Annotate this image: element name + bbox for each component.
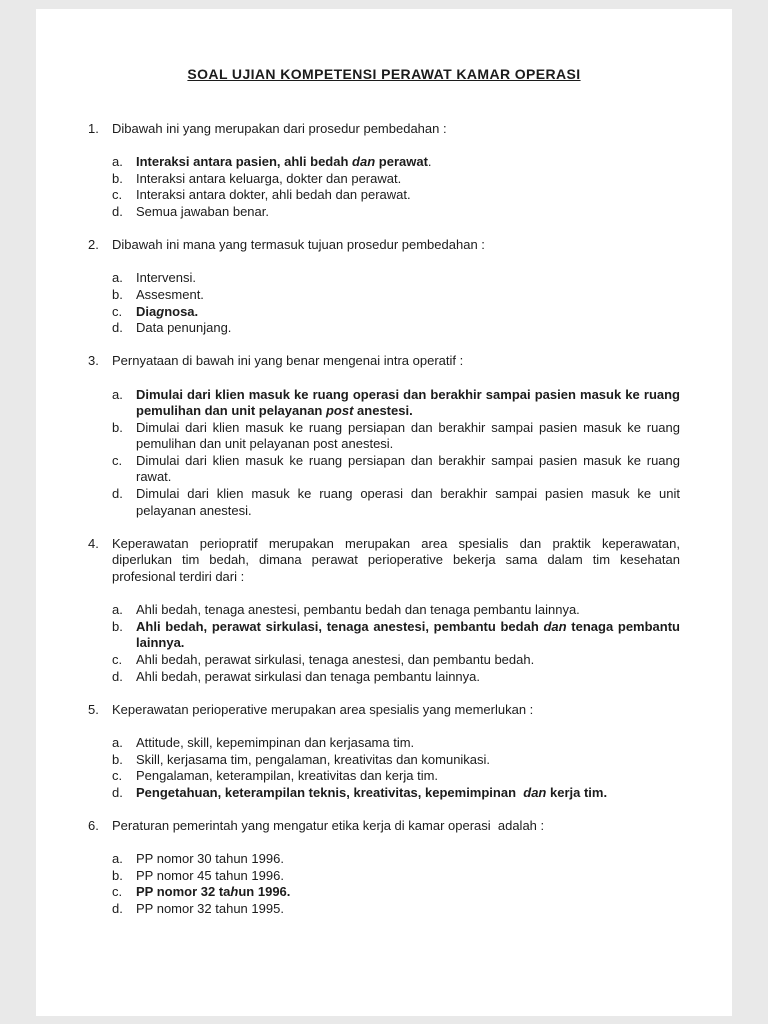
question-number: 3. xyxy=(88,353,99,369)
option-label: b. xyxy=(112,751,123,767)
option-label: b. xyxy=(112,618,123,634)
option-text xyxy=(136,486,680,519)
text-segment: Semua jawaban benar. xyxy=(136,203,269,219)
option-item xyxy=(112,652,680,669)
question-item xyxy=(88,818,680,918)
text-segment: g xyxy=(156,303,165,319)
text-segment: kerja tim. xyxy=(546,784,608,800)
option-label: b. xyxy=(112,867,123,883)
text-segment: tenaga pembantu lainnya. xyxy=(136,618,680,651)
option-text xyxy=(136,851,680,868)
question-stem-row xyxy=(88,536,680,586)
option-label: a. xyxy=(112,386,123,402)
option-label: c. xyxy=(112,768,123,784)
question-stem-row xyxy=(88,353,680,370)
option-text xyxy=(136,735,680,752)
text-segment: perawat xyxy=(375,154,428,170)
option-item xyxy=(112,884,680,901)
option-text xyxy=(136,602,680,619)
option-label: a. xyxy=(112,270,123,286)
option-label: d. xyxy=(112,486,123,502)
option-text xyxy=(136,287,680,304)
text-segment: anestesi. xyxy=(353,403,413,419)
option-label: d. xyxy=(112,784,123,800)
text-segment: Interaksi antara keluarga, dokter dan perawat. xyxy=(136,170,402,186)
option-item xyxy=(112,204,680,221)
option-item xyxy=(112,602,680,619)
option-list xyxy=(88,154,680,220)
option-label: a. xyxy=(112,154,123,170)
option-list xyxy=(88,270,680,336)
option-label: b. xyxy=(112,286,123,302)
text-segment: Ahli bedah, perawat sirkulasi, tenaga anestesi, pembantu bedah xyxy=(136,618,544,634)
option-label: a. xyxy=(112,734,123,750)
option-list xyxy=(88,387,680,520)
option-text xyxy=(136,619,680,652)
text-segment: dan xyxy=(543,618,567,634)
option-label: c. xyxy=(112,652,123,667)
option-item xyxy=(112,154,680,171)
option-text xyxy=(136,204,680,221)
text-segment: un 1996. xyxy=(238,884,291,900)
option-label: c. xyxy=(112,187,123,203)
document-page xyxy=(36,9,732,1016)
text-segment: Interaksi antara pasien, ahli bedah xyxy=(136,154,353,170)
option-label: d. xyxy=(112,900,123,916)
option-item xyxy=(112,453,680,486)
option-item xyxy=(112,320,680,337)
question-number: 6. xyxy=(88,817,99,833)
option-label: d. xyxy=(112,668,123,684)
text-segment: Dimulai dari klien masuk ke ruang operasi dan berakhir sampai pasien masuk ke ruang pemulihan dan unit pelayanan xyxy=(136,386,680,419)
option-label: a. xyxy=(112,851,123,867)
text-segment: Data penunjang. xyxy=(136,320,232,336)
option-item xyxy=(112,735,680,752)
question-stem: Keperawatan periopratif merupakan merupakan area spesialis dan praktik keperawatan, diperlukan tim bedah, dimana perawat perioperative bekerja sama dalam tim kesehatan profesional terdiri dari : xyxy=(112,535,680,585)
question-stem: Dibawah ini yang merupakan dari prosedur pembedahan : xyxy=(112,121,447,136)
text-segment: PP nomor 32 tahun 1995. xyxy=(136,900,284,916)
question-number: 1. xyxy=(88,121,99,136)
option-item xyxy=(112,387,680,420)
option-item xyxy=(112,171,680,188)
option-text xyxy=(136,420,680,453)
text-segment: . xyxy=(427,154,432,170)
text-segment: Pengalaman, keterampilan, kreativitas dan kerja tim. xyxy=(136,768,439,784)
option-item xyxy=(112,619,680,652)
option-label: a. xyxy=(112,602,123,618)
question-number: 4. xyxy=(88,535,99,551)
option-text xyxy=(136,884,680,901)
text-segment: Assesment. xyxy=(136,286,204,302)
option-item xyxy=(112,270,680,287)
text-segment: Interaksi antara dokter, ahli bedah dan perawat. xyxy=(136,187,411,203)
text-segment: h xyxy=(230,884,239,900)
question-item xyxy=(88,702,680,802)
text-segment: PP nomor 30 tahun 1996. xyxy=(136,851,284,867)
text-segment: post xyxy=(325,403,354,419)
option-text xyxy=(136,669,680,686)
question-stem-row xyxy=(88,121,680,138)
option-text xyxy=(136,304,680,321)
option-text xyxy=(136,768,680,785)
question-stem-row xyxy=(88,237,680,254)
option-text xyxy=(136,868,680,885)
text-segment: Pengetahuan, keterampilan teknis, kreativitas, kepemimpinan xyxy=(136,784,524,800)
text-segment: nosa. xyxy=(164,303,199,319)
option-text xyxy=(136,453,680,486)
option-list xyxy=(88,735,680,801)
option-text xyxy=(136,320,680,337)
option-item xyxy=(112,287,680,304)
question-number: 5. xyxy=(88,701,99,717)
question-stem: Pernyataan di bawah ini yang benar mengenai intra operatif : xyxy=(112,353,464,369)
option-label: d. xyxy=(112,320,123,336)
option-list xyxy=(88,602,680,685)
question-item xyxy=(88,353,680,519)
question-stem-row xyxy=(88,702,680,719)
option-label: b. xyxy=(112,170,123,186)
option-text xyxy=(136,171,680,188)
option-item xyxy=(112,420,680,453)
option-text xyxy=(136,154,680,171)
page-title: SOAL UJIAN KOMPETENSI PERAWAT KAMAR OPERASI xyxy=(187,66,581,82)
question-stem: Peraturan pemerintah yang mengatur etika kerja di kamar operasi adalah : xyxy=(112,817,545,833)
text-segment: Ahli bedah, tenaga anestesi, pembantu bedah dan tenaga pembantu lainnya. xyxy=(136,602,580,618)
option-item xyxy=(112,187,680,204)
question-stem-row xyxy=(88,818,680,835)
option-label: b. xyxy=(112,419,123,435)
option-item xyxy=(112,868,680,885)
question-number: 2. xyxy=(88,237,99,253)
option-item xyxy=(112,752,680,769)
option-text xyxy=(136,387,680,420)
option-item xyxy=(112,768,680,785)
question-stem: Keperawatan perioperative merupakan area spesialis yang memerlukan : xyxy=(112,701,534,717)
option-text xyxy=(136,901,680,918)
option-list xyxy=(88,851,680,917)
question-item xyxy=(88,237,680,337)
question-stem: Dibawah ini mana yang termasuk tujuan prosedur pembedahan : xyxy=(112,237,485,253)
option-item xyxy=(112,851,680,868)
text-segment: Dimulai dari klien masuk ke ruang persiapan dan berakhir sampai pasien masuk ke ruang pemulihan dan unit pelayanan post anestesi. xyxy=(136,419,680,452)
text-segment: PP nomor 45 tahun 1996. xyxy=(136,867,284,883)
option-text xyxy=(136,785,680,802)
option-label: d. xyxy=(112,203,123,219)
option-label: c. xyxy=(112,303,123,319)
option-text xyxy=(136,652,680,669)
text-segment: Ahli bedah, perawat sirkulasi dan tenaga pembantu lainnya. xyxy=(136,668,481,684)
option-text xyxy=(136,752,680,769)
option-text xyxy=(136,270,680,287)
text-segment: Skill, kerjasama tim, pengalaman, kreativitas dan komunikasi. xyxy=(136,751,491,767)
question-list xyxy=(88,121,680,918)
question-item xyxy=(88,536,680,685)
text-segment: PP nomor 32 ta xyxy=(136,884,231,900)
text-segment: Dimulai dari klien masuk ke ruang persiapan dan berakhir sampai pasien masuk ke ruang rawat. xyxy=(136,452,680,485)
text-segment: Dimulai dari klien masuk ke ruang operasi dan berakhir sampai pasien masuk ke unit pelayanan anestesi. xyxy=(136,486,680,518)
option-label: c. xyxy=(112,884,123,900)
text-segment: dan xyxy=(523,784,547,800)
option-item xyxy=(112,486,680,519)
question-item xyxy=(88,121,680,221)
option-text xyxy=(136,187,680,204)
option-item xyxy=(112,901,680,918)
option-item xyxy=(112,669,680,686)
option-item xyxy=(112,785,680,802)
text-segment: Dia xyxy=(136,303,157,319)
text-segment: Attitude, skill, kepemimpinan dan kerjasama tim. xyxy=(136,734,415,750)
text-segment: Ahli bedah, perawat sirkulasi, tenaga anestesi, dan pembantu bedah. xyxy=(136,652,535,667)
text-segment: Intervensi. xyxy=(136,270,196,286)
option-item xyxy=(112,304,680,321)
option-label: c. xyxy=(112,452,123,468)
text-segment: dan xyxy=(352,154,376,170)
